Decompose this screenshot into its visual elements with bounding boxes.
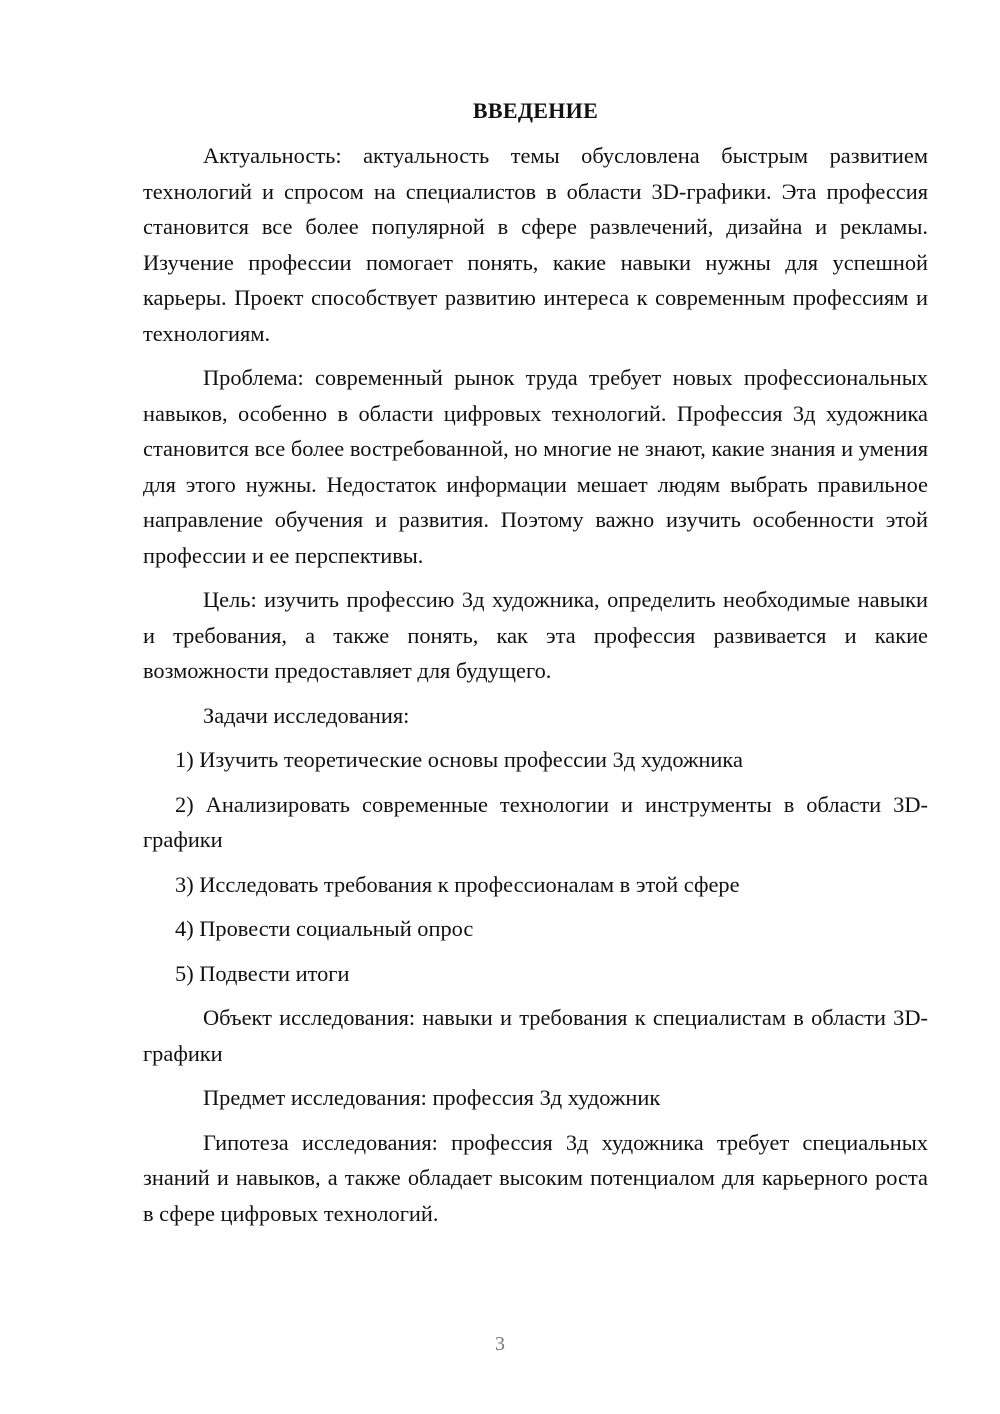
paragraph-goal: Цель: изучить профессию 3д художника, определить необходимые навыки и требования, а также понять, как эта профессия развивается и какие возможности предоставляет для будущего.: [143, 587, 928, 683]
paragraph-relevance: Актуальность: актуальность темы обусловлена быстрым развитием технологий и спросом на специалистов в области 3D-графики. Эта профессия становится все более популярной в сфере развлечений, дизайна и рекламы. Изучение профессии помогает понять, какие навыки нужны для успешной карьеры. Проект способствует развитию интереса к современным профессиям и технологиям.: [143, 143, 928, 346]
document-page: [143, 94, 928, 1240]
page-number: 3: [495, 1333, 505, 1355]
paragraph-object: Объект исследования: навыки и требования к специалистам в области 3D-графики: [143, 1005, 928, 1066]
paragraph-problem: Проблема: современный рынок труда требует новых профессиональных навыков, особенно в области цифровых технологий. Профессия 3д художника становится все более востребованной, но многие не знают, какие знания и умения для этого нужны. Недостаток информации мешает людям выбрать правильное направление обучения и развития. Поэтому важно изучить особенности этой профессии и ее перспективы.: [143, 365, 928, 568]
task-item-1: 1) Изучить теоретические основы профессии 3д художника: [175, 747, 743, 772]
task-item-4: 4) Провести социальный опрос: [175, 916, 474, 941]
section-title: ВВЕДЕНИЕ: [472, 98, 599, 123]
task-item-2: 2) Анализировать современные технологии и инструменты в области 3D-графики: [143, 791, 928, 852]
tasks-heading: Задачи исследования:: [203, 702, 410, 728]
task-item-5: 5) Подвести итоги: [175, 960, 350, 986]
task-item-3: 3) Исследовать требования к профессионалам в этой сфере: [175, 871, 740, 897]
paragraph-subject: Предмет исследования: профессия 3д художник: [203, 1085, 661, 1110]
paragraph-hypothesis: Гипотеза исследования: профессия 3д художника требует специальных знаний и навыков, а также обладает высоким потенциалом для карьерного роста в сфере цифровых технологий.: [143, 1129, 928, 1226]
